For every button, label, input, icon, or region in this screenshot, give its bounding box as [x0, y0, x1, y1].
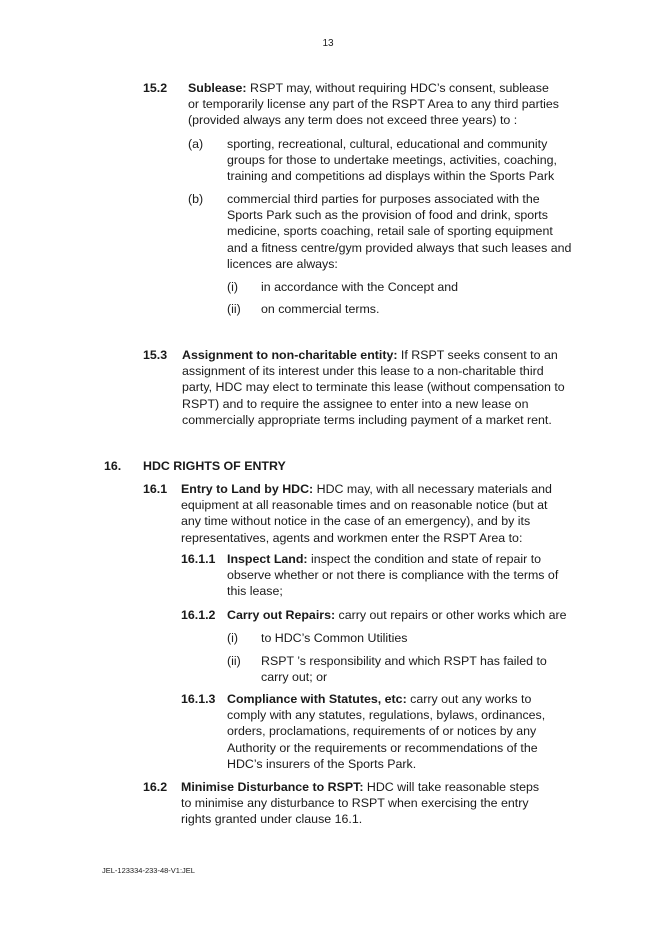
clause-16-1-text: HDC may, with all necessary materials and equipment at all reasonable times and on reasonable notice (but at any time without notice in the case of an emergency), and by its representatives, agents and workmen enter the RSPT Area to: [181, 482, 552, 545]
clause-15-2-text: RSPT may, without requiring HDC’s consent, sublease or temporarily license any part of the RSPT Area to any third parties (provided always any term does not exceed three years) to : [188, 81, 559, 128]
clause-16-1-3-number: 16.1.3 [181, 692, 216, 706]
clause-15-2-b-ii-label: (ii) [227, 302, 241, 316]
document-footer-reference: JEL-123334-233-48-V1:JEL [102, 866, 195, 875]
clause-16-2-number: 16.2 [143, 780, 168, 794]
clause-16-1-heading: Entry to Land by HDC: [181, 482, 314, 496]
clause-15-2-b-text: commercial third parties for purposes associated with the Sports Park such as the provision of food and drink, sports medicine, sports coaching, retail sale of sporting equipment and a fitness centre/gym provided always that such leases and licences are always: [227, 192, 572, 271]
clause-16-2-text: HDC will take reasonable steps to minimise any disturbance to RSPT when exercising the entry rights granted under clause 16.1. [181, 780, 540, 827]
clause-15-2-a-label: (a) [188, 137, 204, 151]
clause-15-2-b-i-text: in accordance with the Concept and [261, 280, 458, 294]
clause-15-2-b-label: (b) [188, 192, 204, 206]
clause-16-1-1-text: inspect the condition and state of repair to observe whether or not there is compliance with the terms of this lease; [227, 552, 559, 599]
clause-16-1-2-ii-label: (ii) [227, 654, 241, 668]
clause-15-3-text: If RSPT seeks consent to an assignment of its interest under this lease to a non-charitable third party, HDC may elect to terminate this lease (without compensation to RSPT) and to require the assignee to enter into a new lease on commercially appropriate terms including payment of a market rent. [182, 348, 565, 427]
clause-16-1-2-i-text: to HDC’s Common Utilities [261, 631, 408, 645]
clause-15-3 [182, 347, 566, 428]
clause-16-1-number: 16.1 [143, 482, 168, 496]
clause-16-1-2 [227, 607, 572, 623]
clause-15-2-heading: Sublease: [188, 81, 247, 95]
clause-16-1-2-i-label: (i) [227, 631, 239, 645]
clause-16-1-2-text: carry out repairs or other works which are [335, 608, 567, 622]
clause-15-2-b-ii-text: on commercial terms. [261, 302, 380, 316]
clause-15-2-a-text: sporting, recreational, cultural, educational and community groups for those to undertake meetings, activities, coaching, training and competitions ad displays within the Sports Park [227, 137, 557, 184]
clause-16-1-2-ii-text: RSPT ’s responsibility and which RSPT has failed to carry out; or [261, 654, 547, 685]
clause-15-2-number: 15.2 [143, 81, 168, 95]
clause-16-1-3-text: carry out any works to comply with any statutes, regulations, bylaws, ordinances, orders, proclamations, requirements of or notices by any Authority or the requirements or recommendations of the HDC’s insurers of the Sports Park. [227, 692, 546, 771]
clause-16-2 [181, 779, 546, 828]
page-number: 13 [322, 38, 334, 49]
clause-15-2 [188, 80, 563, 129]
clause-16-1-1-number: 16.1.1 [181, 552, 216, 566]
clause-16-title: HDC RIGHTS OF ENTRY [143, 459, 286, 473]
clause-16-2-heading: Minimise Disturbance to RSPT: [181, 780, 364, 794]
clause-15-3-number: 15.3 [143, 348, 168, 362]
clause-16-number: 16. [104, 459, 122, 473]
clause-16-1-1-heading: Inspect Land: [227, 552, 308, 566]
clause-16-1-1 [227, 551, 567, 600]
clause-15-3-heading: Assignment to non-charitable entity: [182, 348, 398, 362]
clause-16-1 [181, 481, 556, 546]
clause-16-1-2-number: 16.1.2 [181, 608, 216, 622]
clause-16-1-3 [227, 691, 555, 772]
clause-16-1-2-heading: Carry out Repairs: [227, 608, 336, 622]
clause-15-2-b-i-label: (i) [227, 280, 239, 294]
clause-16-1-3-heading: Compliance with Statutes, etc: [227, 692, 407, 706]
